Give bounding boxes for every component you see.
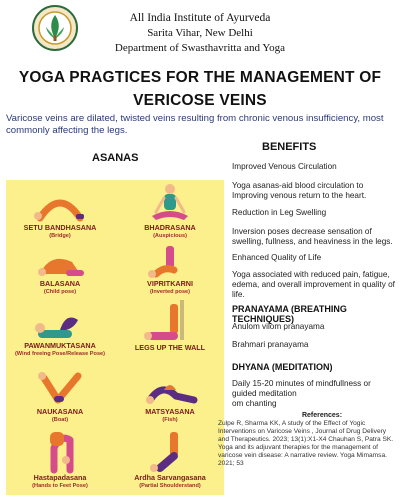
pose-name: Ardha Sarvangasana (134, 473, 206, 482)
pose-name: BHADRASANA (144, 223, 196, 232)
child-pose-figure (30, 244, 90, 280)
pose-pawanmuktasana (10, 304, 110, 358)
pose-subtitle: (Bridge) (49, 232, 71, 239)
references-text: Zulpe R, Sharma KK, A study of the Effect of Yogic Interventions on Varicose Veins , Journal of Drug Delivery and Therapeutics. 2023; 13(1):X1-X4 Chauhan S, Patra SK. Yoga and its adjuvant therapies for the management of varicose vein disease: A narrative review. Yoga Mimamsa. 2021; 53 (218, 420, 394, 467)
pranayama-item-2: Brahmari pranayama (232, 340, 309, 349)
pranayama-item-1: Anulom vilom pranayama (232, 322, 325, 331)
intro-text: Varicose veins are dilated, twisted veins resulting from chronic venous insufficiency, most commonly affecting the legs. (6, 113, 384, 136)
pose-name: PAWANMUKTASANA (24, 341, 96, 350)
pose-name: VIPRITKARNI (147, 279, 193, 288)
pose-subtitle: (Fish) (162, 416, 178, 423)
pose-name: Hastapadasana (33, 473, 87, 482)
benefit-3-title: Enhanced Quality of Life (232, 253, 322, 262)
benefit-2-title: Reduction in Leg Swelling (232, 208, 327, 217)
dhyana-heading: DHYANA (MEDITATION) (232, 362, 333, 372)
bridge-pose-figure (30, 184, 90, 224)
benefit-1-text: Yoga asanas-aid blood circulation to Improving venous return to the heart. (232, 181, 367, 200)
benefit-3-text: Yoga associated with reduced pain, fatigue, edema, and overall improvement in quality of life. (232, 270, 395, 299)
knees-to-chest-figure (30, 304, 90, 342)
pose-legs-up-the-wall (120, 300, 220, 353)
institute-location: Sarita Vihar, New Delhi (147, 27, 253, 39)
pose-name: SETU BANDHASANA (23, 223, 97, 232)
pose-naukasana (10, 368, 110, 424)
benefits-heading: BENEFITS (262, 141, 317, 153)
references-heading: References: (301, 412, 343, 419)
seated-pose-figure (140, 182, 200, 224)
pose-subtitle: (Partial Shoulderstand) (139, 482, 201, 489)
forward-bend-figure (30, 430, 90, 474)
boat-pose-figure (30, 368, 90, 408)
pranayama-heading: PRANAYAMA (BREATHING TECHNIQUES) (232, 304, 347, 324)
pose-bhadrasana (120, 182, 220, 240)
pose-name: BALASANA (39, 279, 81, 288)
benefit-2-text: Inversion poses decrease sensation of swelling, fullness, and heaviness in the legs. (232, 227, 393, 246)
pose-subtitle: (Wind freeing Pose/Release Pose) (14, 350, 106, 357)
pose-subtitle: (Hands to Feet Pose) (32, 482, 88, 489)
pose-balasana (10, 244, 110, 296)
pose-matsyasana (120, 368, 220, 424)
dhyana-chant: om chanting (232, 399, 277, 408)
dhyana-text: Daily 15-20 minutes of mindfullness or guided meditation (232, 379, 371, 398)
benefit-1-title: Improved Venous Circulation (232, 162, 337, 171)
pose-vipritkarni (120, 244, 220, 296)
inverted-pose-figure (140, 244, 200, 280)
institute-name: All India Institute of Ayurveda (129, 12, 271, 24)
page-title-line-1: YOGA PRAGTICES FOR THE MANAGEMENT OF (18, 69, 382, 86)
pose-setu-bandhasana (10, 184, 110, 240)
fish-pose-figure (140, 368, 200, 408)
pose-hastapadasana (10, 430, 110, 490)
pose-subtitle: (Boat) (51, 416, 69, 423)
asanas-heading: ASANAS (92, 152, 139, 164)
pose-name: MATSYASANA (145, 407, 195, 416)
page-title-line-2: VERICOSE VEINS (133, 92, 267, 109)
pose-subtitle: (Auspicious) (153, 232, 187, 239)
legs-up-wall-figure (140, 300, 200, 344)
pose-ardha-sarvangasana (120, 430, 220, 490)
pose-name: LEGS UP THE WALL (134, 343, 206, 352)
asanas-poster (6, 180, 224, 495)
references (218, 412, 396, 468)
pose-subtitle: (Child pose) (43, 288, 77, 295)
pose-name: NAUKASANA (36, 407, 84, 416)
pose-subtitle: (Inverted pose) (149, 288, 191, 295)
shoulderstand-figure (140, 430, 200, 474)
department-name: Department of Swasthavritta and Yoga (114, 42, 286, 54)
